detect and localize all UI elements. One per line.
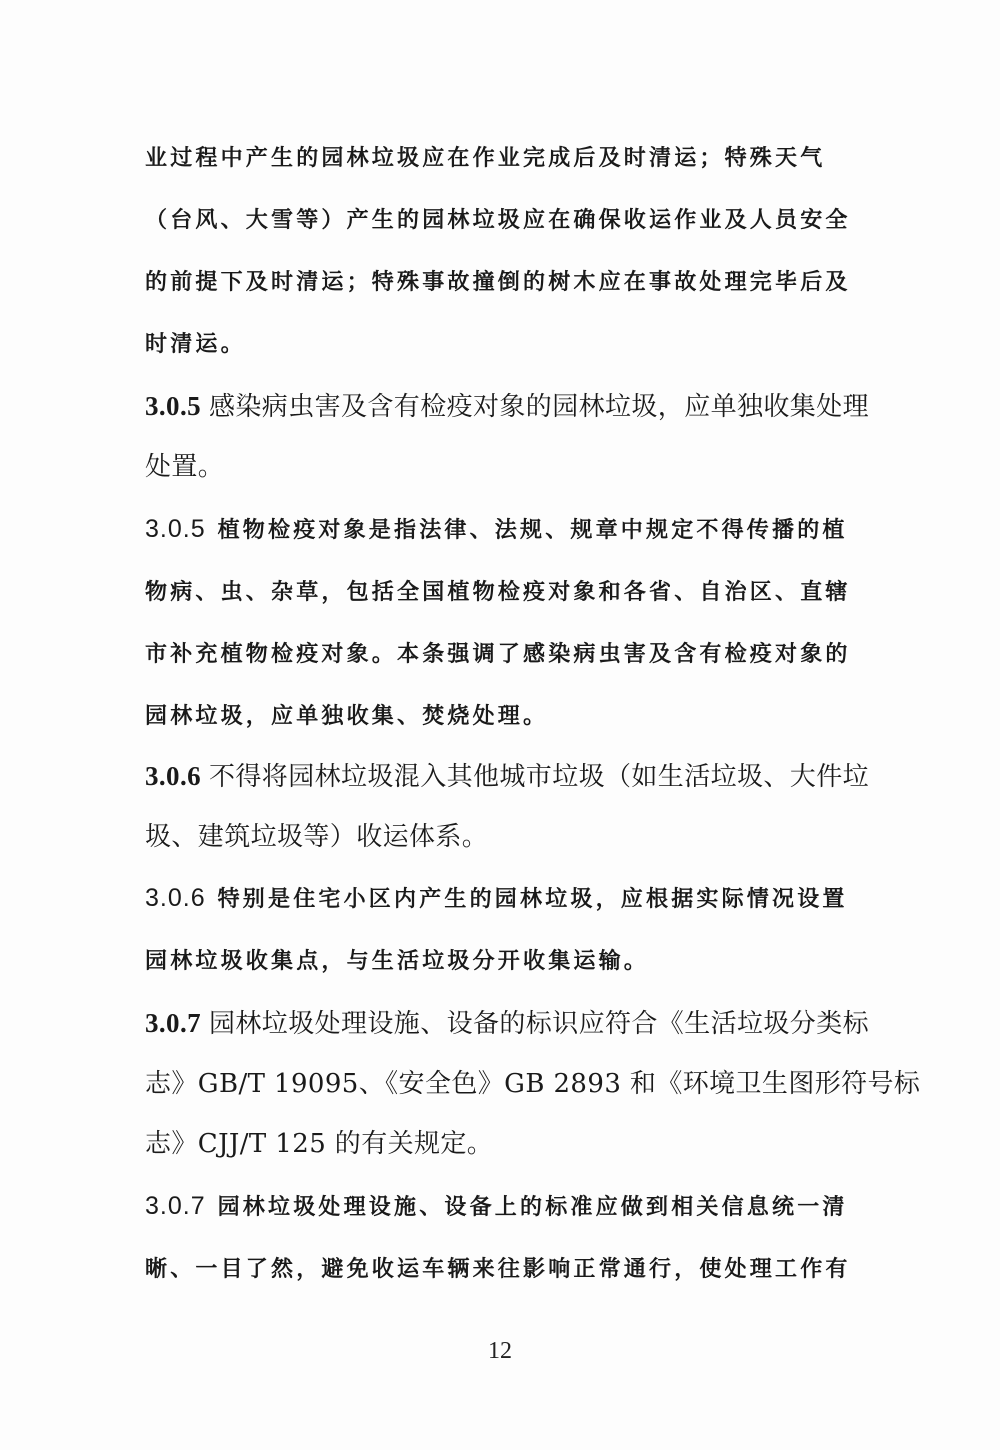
text-line: 园林垃圾收集点，与生活垃圾分开收集运输。: [145, 949, 650, 974]
explanation-text: 特别是住宅小区内产生的园林垃圾，应根据实际情况设置: [217, 887, 848, 912]
clause-paragraph: [145, 993, 921, 1174]
text-line: 志》CJJ/T 125 的有关规定。: [145, 1129, 494, 1159]
text-line: 物病、虫、杂草，包括全国植物检疫对象和各省、自治区、直辖: [145, 580, 851, 605]
clause-text: 不得将园林垃圾混入其他城市垃圾（如生活垃圾、大件垃: [209, 762, 870, 792]
text-line: 志》GB/T 19095、《安全色》GB 2893 和《环境卫生图形符号标: [145, 1069, 921, 1099]
text-line: [145, 867, 870, 931]
text-line: 的前提下及时清运；特殊事故撞倒的树木应在事故处理完毕后及: [145, 270, 851, 295]
clause-paragraph: [145, 746, 870, 867]
explanation-paragraph: [145, 867, 870, 993]
explanation-number: 3.0.6: [145, 884, 206, 912]
text-line: 市补充植物检疫对象。本条强调了感染病虫害及含有检疫对象的: [145, 642, 851, 667]
clause-number: 3.0.6: [145, 761, 201, 791]
text-line: 处置。: [145, 452, 225, 482]
text-line: 业过程中产生的园林垃圾应在作业完成后及时清运；特殊天气: [145, 146, 826, 171]
text-line: [145, 498, 870, 562]
explanation-number: 3.0.7: [145, 1192, 206, 1220]
explanation-text: 园林垃圾处理设施、设备上的标准应做到相关信息统一清: [217, 1195, 848, 1220]
text-line: 园林垃圾，应单独收集、焚烧处理。: [145, 704, 549, 729]
clause-number: 3.0.5: [145, 391, 201, 421]
clause-paragraph: [145, 376, 870, 497]
page-number: 12: [488, 1338, 512, 1364]
clause-text: 感染病虫害及含有检疫对象的园林垃圾，应单独收集处理: [209, 392, 870, 422]
clause-number: 3.0.7: [145, 1008, 201, 1038]
explanation-number: 3.0.5: [145, 515, 206, 543]
text-line: [145, 1175, 870, 1239]
explanation-paragraph: [145, 498, 870, 748]
text-line: [145, 376, 870, 437]
explanation-paragraph: [145, 128, 870, 376]
text-line: （台风、大雪等）产生的园林垃圾应在确保收运作业及人员安全: [145, 208, 851, 233]
text-line: [145, 746, 870, 807]
text-line: 圾、建筑垃圾等）收运体系。: [145, 822, 489, 852]
clause-text: 园林垃圾处理设施、设备的标识应符合《生活垃圾分类标: [209, 1009, 870, 1039]
explanation-paragraph: [145, 1175, 870, 1301]
text-line: [145, 993, 870, 1054]
text-line: 晰、一目了然，避免收运车辆来往影响正常通行，使处理工作有: [145, 1257, 851, 1282]
explanation-text: 植物检疫对象是指法律、法规、规章中规定不得传播的植: [217, 518, 848, 543]
text-line: 时清运。: [145, 332, 246, 357]
